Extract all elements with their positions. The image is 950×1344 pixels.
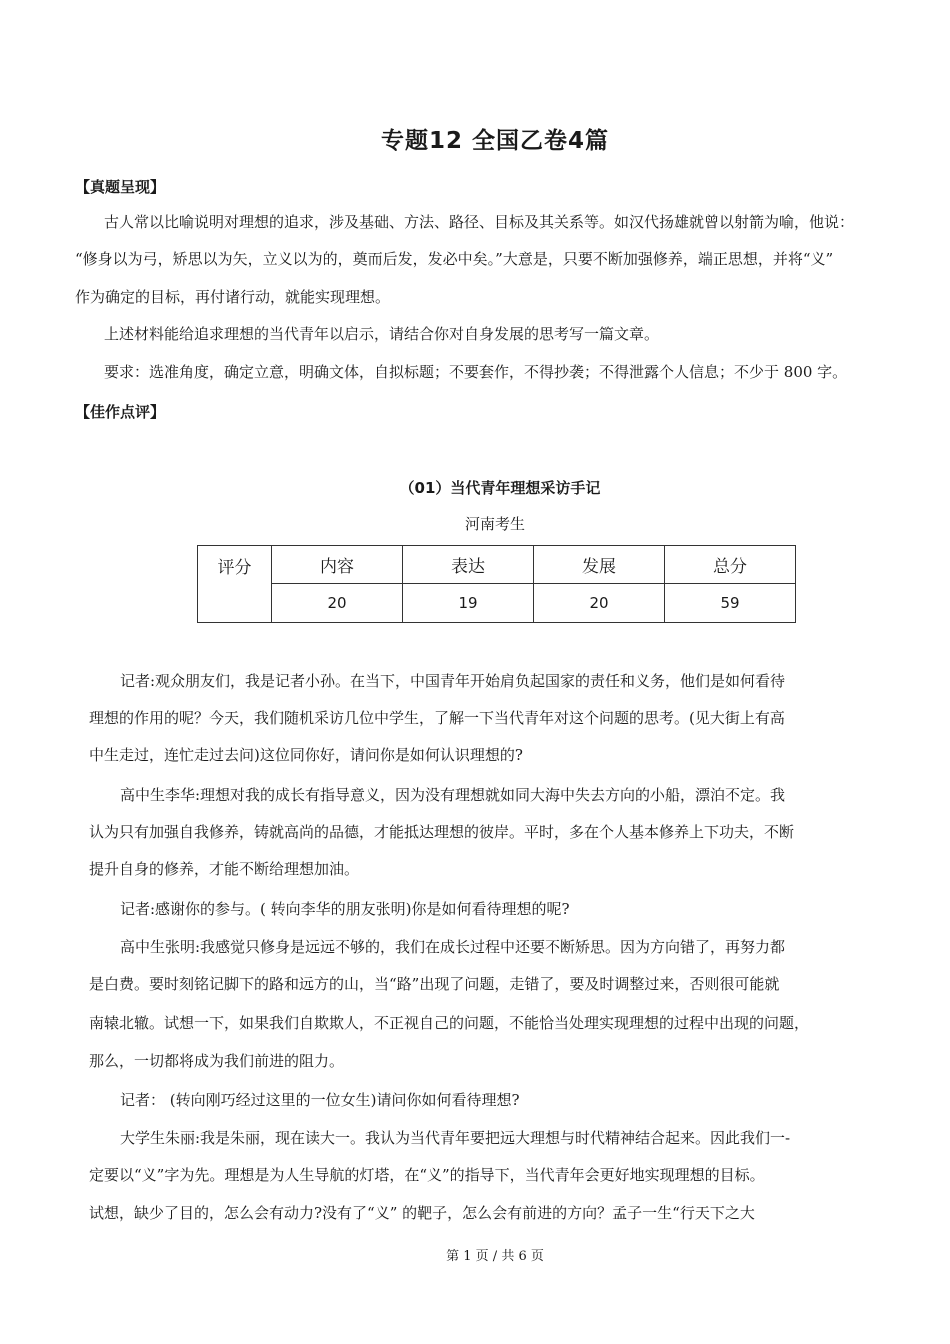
essay-line: 中生走过，连忙走过去问)这位同你好，请问你是如何认识理想的?	[89, 746, 523, 764]
score-header-development: 发展	[534, 546, 665, 584]
score-value-content: 20	[272, 584, 403, 623]
question-paragraph: 作为确定的目标，再付诸行动，就能实现理想。	[75, 288, 391, 306]
score-header-content: 内容	[272, 546, 403, 584]
score-table-header-row	[198, 546, 796, 584]
essay-line: 定要以“义”字为先。理想是为人生导航的灯塔，在“义”的指导下，当代青年会更好地实现理想的目标。	[89, 1166, 765, 1184]
essay-author: 河南考生	[464, 515, 525, 533]
essay-line: 大学生朱丽:我是朱丽，现在读大一。我认为当代青年要把远大理想与时代精神结合起来。因此我们一-	[120, 1129, 791, 1147]
score-header-expression: 表达	[403, 546, 534, 584]
essay-line: 试想，缺少了目的，怎么会有动力?没有了“义” 的靶子，怎么会有前进的方向？孟子一生“行天下之大	[89, 1204, 755, 1222]
score-table-value-row	[198, 584, 796, 623]
essay-line: 高中生李华:理想对我的成长有指导意义，因为没有理想就如同大海中失去方向的小船，漂泊不定。我	[120, 786, 786, 804]
essay-line: 认为只有加强自我修养，铸就高尚的品德，才能抵达理想的彼岸。平时，多在个人基本修养上下功夫，不断	[89, 823, 795, 841]
essay-line: 记者:感谢你的参与。( 转向李华的朋友张明)你是如何看待理想的呢?	[120, 900, 570, 918]
question-paragraph: “修身以为弓，矫思以为矢，立义以为的，奠而后发，发必中矣。”大意是，只要不断加强修养，端正思想，并将“义”	[75, 250, 834, 268]
essay-line: 是白费。要时刻铭记脚下的路和远方的山，当“路”出现了问题，走错了，要及时调整过来，否则很可能就	[89, 975, 780, 993]
score-value-expression: 19	[403, 584, 534, 623]
score-table	[197, 545, 796, 623]
question-requirements: 要求：选准角度，确定立意，明确文体，自拟标题；不要套作，不得抄袭；不得泄露个人信息；不少于 800 字。	[104, 363, 848, 381]
essay-line: 记者： (转向刚巧经过这里的一位女生)请问你如何看待理想?	[120, 1091, 520, 1109]
section-heading-review: 【佳作点评】	[75, 403, 166, 421]
essay-line: 高中生张明:我感觉只修身是远远不够的，我们在成长过程中还要不断矫思。因为方向错了，再努力都	[120, 938, 786, 956]
essay-line: 那么，一切都将成为我们前进的阻力。	[89, 1052, 345, 1070]
essay-line: 南辕北辙。试想一下，如果我们自欺欺人，不正视自己的问题，不能恰当处理实现理想的过程中出现的问题，	[89, 1014, 810, 1032]
score-value-total: 59	[665, 584, 796, 623]
essay-line: 理想的作用的呢？今天，我们随机采访几位中学生，了解一下当代青年对这个问题的思考。(见大街上有高	[89, 709, 785, 727]
page-title: 专题12 全国乙卷4篇	[380, 128, 610, 154]
essay-title: （01）当代青年理想采访手记	[399, 479, 601, 497]
essay-line: 提升自身的修养，才能不断给理想加油。	[89, 860, 360, 878]
page-footer: 第 1 页 / 共 6 页	[446, 1249, 544, 1264]
essay-line: 记者:观众朋友们，我是记者小孙。在当下，中国青年开始肩负起国家的责任和义务，他们是如何看待	[120, 672, 786, 690]
question-paragraph: 古人常以比喻说明对理想的追求，涉及基础、方法、路径、目标及其关系等。如汉代扬雄就曾以射箭为喻，他说：	[104, 213, 855, 231]
section-heading-question: 【真题呈现】	[75, 178, 166, 196]
score-label: 评分	[198, 546, 272, 623]
score-header-total: 总分	[665, 546, 796, 584]
question-paragraph: 上述材料能给追求理想的当代青年以启示，请结合你对自身发展的思考写一篇文章。	[104, 325, 660, 343]
score-value-development: 20	[534, 584, 665, 623]
